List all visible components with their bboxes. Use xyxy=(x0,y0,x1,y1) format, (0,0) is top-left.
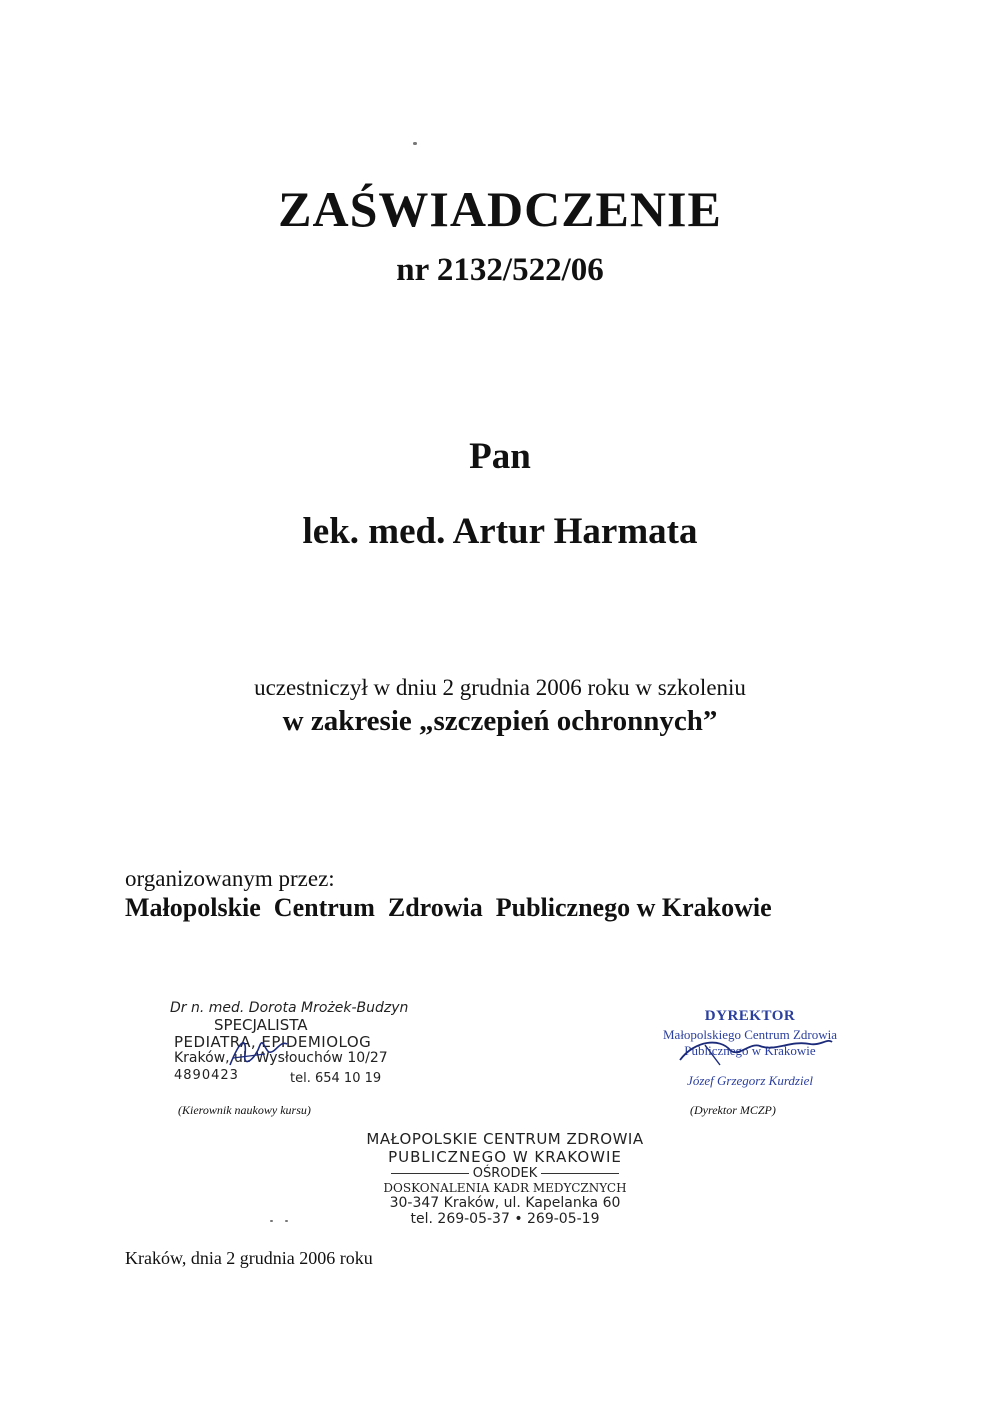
left-stamp-code: 4890423 xyxy=(174,1068,239,1083)
organizer-name: Małopolskie Centrum Zdrowia Publicznego w Krakowie xyxy=(125,893,772,922)
left-stamp-specialist: SPECJALISTA xyxy=(214,1016,308,1034)
institution-stamp-line4: DOSKONALENIA KADR MEDYCZNYCH xyxy=(383,1181,627,1195)
institution-stamp-phone: tel. 269-05-37 • 269-05-19 xyxy=(410,1211,600,1227)
place-and-date: Kraków, dnia 2 grudnia 2006 roku xyxy=(125,1248,373,1268)
left-stamp-address: Kraków, ul. Wysłouchów 10/27 xyxy=(174,1050,388,1066)
left-stamp-doctor: Dr n. med. Dorota Mrożek-Budzyn xyxy=(170,1000,409,1016)
left-caption: (Kierownik naukowy kursu) xyxy=(178,1103,311,1117)
recipient-salutation: Pan xyxy=(469,436,531,477)
scan-speck xyxy=(285,1220,288,1222)
right-stamp-director-name: Józef Grzegorz Kurdziel xyxy=(687,1073,813,1088)
left-signature xyxy=(225,1030,295,1070)
participation-text: uczestniczył w dniu 2 grudnia 2006 roku w szkoleniu xyxy=(254,675,746,700)
institution-stamp-address: 30-347 Kraków, ul. Kapelanka 60 xyxy=(389,1195,621,1211)
scan-speck xyxy=(270,1220,273,1222)
institution-stamp-line3 xyxy=(360,1166,650,1181)
right-signature xyxy=(660,1020,840,1070)
left-stamp-specialty: PEDIATRA, EPIDEMIOLOG xyxy=(174,1033,372,1051)
left-stamp-phone: tel. 654 10 19 xyxy=(290,1071,382,1086)
right-caption: (Dyrektor MCZP) xyxy=(690,1103,776,1117)
document-title: ZAŚWIADCZENIE xyxy=(278,181,722,237)
organizer-label: organizowanym przez: xyxy=(125,866,335,891)
document-number: nr 2132/522/06 xyxy=(396,252,604,288)
right-stamp-title: DYREKTOR xyxy=(704,1008,796,1024)
institution-stamp xyxy=(360,1130,650,1227)
recipient-name: lek. med. Artur Harmata xyxy=(302,511,698,552)
training-topic: w zakresie „szczepień ochronnych” xyxy=(282,705,718,737)
right-stamp-institution-2: Publicznego w Krakowie xyxy=(684,1043,816,1058)
institution-stamp-unit: OŚRODEK xyxy=(472,1166,538,1181)
institution-stamp-line1: MAŁOPOLSKIE CENTRUM ZDROWIA xyxy=(366,1130,644,1148)
scan-speck xyxy=(413,142,417,145)
right-stamp-institution-1: Małopolskiego Centrum Zdrowia xyxy=(662,1027,838,1042)
institution-stamp-line2: PUBLICZNEGO W KRAKOWIE xyxy=(388,1148,622,1166)
